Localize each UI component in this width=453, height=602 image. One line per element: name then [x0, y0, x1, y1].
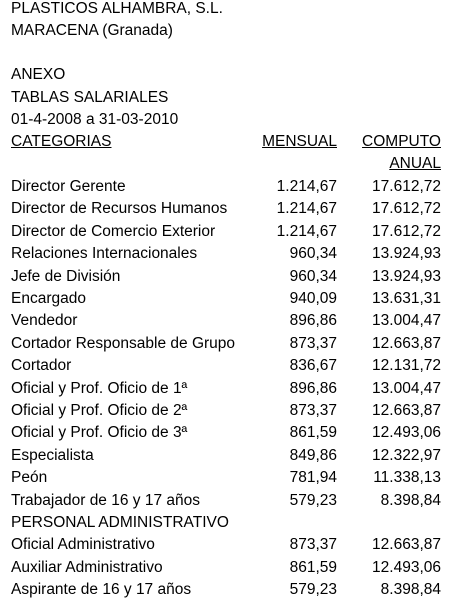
monthly-value: 849,86 — [289, 446, 337, 464]
monthly-value: 1.214,67 — [276, 178, 337, 195]
annual-value: 12.663,87 — [372, 334, 441, 352]
category-label: Oficial y Prof. Oficio de 1ª — [11, 379, 188, 397]
category-label: Jefe de División — [11, 267, 121, 285]
table-row — [11, 221, 443, 243]
table-row — [11, 534, 443, 556]
monthly-value: 896,86 — [289, 312, 337, 330]
category-label: Director de Comercio Exterior — [11, 222, 216, 240]
header-monthly: MENSUAL — [262, 133, 337, 150]
monthly-value: 1.214,67 — [276, 200, 337, 218]
table-row — [11, 400, 443, 422]
category-label: Director de Recursos Humanos — [11, 200, 228, 218]
monthly-value: 861,59 — [289, 424, 337, 442]
monthly-value: 873,37 — [289, 334, 337, 352]
table-header — [11, 131, 443, 153]
annual-value: 12.131,72 — [372, 357, 441, 375]
monthly-value: 579,23 — [289, 491, 337, 509]
annual-value: 11.338,13 — [373, 469, 441, 487]
table-row — [11, 467, 443, 489]
category-label: Cortador Responsable de Grupo — [11, 334, 236, 352]
annual-value: 12.493,06 — [372, 424, 441, 442]
category-label: Aspirante de 16 y 17 años — [11, 581, 192, 599]
category-label: Trabajador de 16 y 17 años — [11, 491, 200, 509]
category-label: Director Gerente — [11, 178, 126, 195]
category-label: Oficial y Prof. Oficio de 2ª — [11, 402, 188, 419]
annual-value: 12.322,97 — [372, 446, 441, 464]
table-row — [11, 445, 443, 467]
monthly-value: 873,37 — [289, 402, 337, 419]
annex-subtitle: TABLAS SALARIALES — [11, 89, 169, 106]
table-row — [11, 422, 443, 444]
section-heading-admin — [11, 512, 443, 534]
monthly-value: 873,37 — [289, 536, 337, 554]
monthly-value: 781,94 — [289, 469, 337, 487]
annual-value: 17.612,72 — [372, 222, 441, 240]
table-row — [11, 266, 443, 288]
table-row — [11, 176, 443, 198]
header-computo: COMPUTO — [362, 133, 441, 150]
category-label: Peón — [11, 469, 48, 487]
annual-value: 17.612,72 — [372, 178, 441, 195]
section-heading-label: PERSONAL ADMINISTRATIVO — [11, 514, 229, 531]
category-label: Oficial Administrativo — [11, 536, 155, 554]
annual-value: 8.398,84 — [380, 581, 441, 599]
table-header-2 — [11, 153, 443, 175]
monthly-value: 896,86 — [289, 379, 337, 397]
annex-title: ANEXO — [11, 66, 66, 83]
annual-value: 12.663,87 — [372, 402, 441, 419]
category-label: Relaciones Internacionales — [11, 245, 198, 263]
annual-value: 12.663,87 — [372, 536, 441, 554]
table-row — [11, 288, 443, 310]
table-row — [11, 579, 443, 601]
annual-value: 8.398,84 — [380, 491, 441, 509]
table-row — [11, 310, 443, 332]
annual-value: 13.004,47 — [372, 312, 441, 330]
monthly-value: 836,67 — [289, 357, 337, 375]
monthly-value: 960,34 — [289, 245, 337, 263]
annual-value: 13.924,93 — [372, 267, 441, 285]
annual-value: 13.631,31 — [372, 290, 441, 307]
category-label: Especialista — [11, 446, 94, 464]
table-row — [11, 355, 443, 377]
annual-value: 13.004,47 — [372, 379, 441, 397]
monthly-value: 940,09 — [289, 290, 337, 307]
table-row — [11, 333, 443, 355]
table-row — [11, 557, 443, 579]
category-label: Oficial y Prof. Oficio de 3ª — [11, 424, 188, 442]
annual-value: 12.493,06 — [372, 558, 441, 576]
company-name: PLASTICOS ALHAMBRA, S.L. — [11, 0, 223, 17]
company-location: MARACENA (Granada) — [11, 22, 173, 39]
category-label: Cortador — [11, 357, 72, 375]
header-categories: CATEGORIAS — [11, 133, 112, 150]
monthly-value: 579,23 — [289, 581, 337, 599]
header-anual: ANUAL — [389, 155, 441, 172]
monthly-value: 1.214,67 — [276, 222, 337, 240]
annex-period: 01-4-2008 a 31-03-2010 — [11, 111, 179, 128]
category-label: Vendedor — [11, 312, 78, 330]
monthly-value: 861,59 — [289, 558, 337, 576]
monthly-value: 960,34 — [289, 267, 337, 285]
category-label: Encargado — [11, 290, 86, 307]
annual-value: 13.924,93 — [372, 245, 441, 263]
category-label: Auxiliar Administrativo — [11, 558, 163, 576]
table-row — [11, 243, 443, 265]
annual-value: 17.612,72 — [372, 200, 441, 218]
table-row — [11, 490, 443, 512]
table-row — [11, 198, 443, 220]
table-row — [11, 378, 443, 400]
